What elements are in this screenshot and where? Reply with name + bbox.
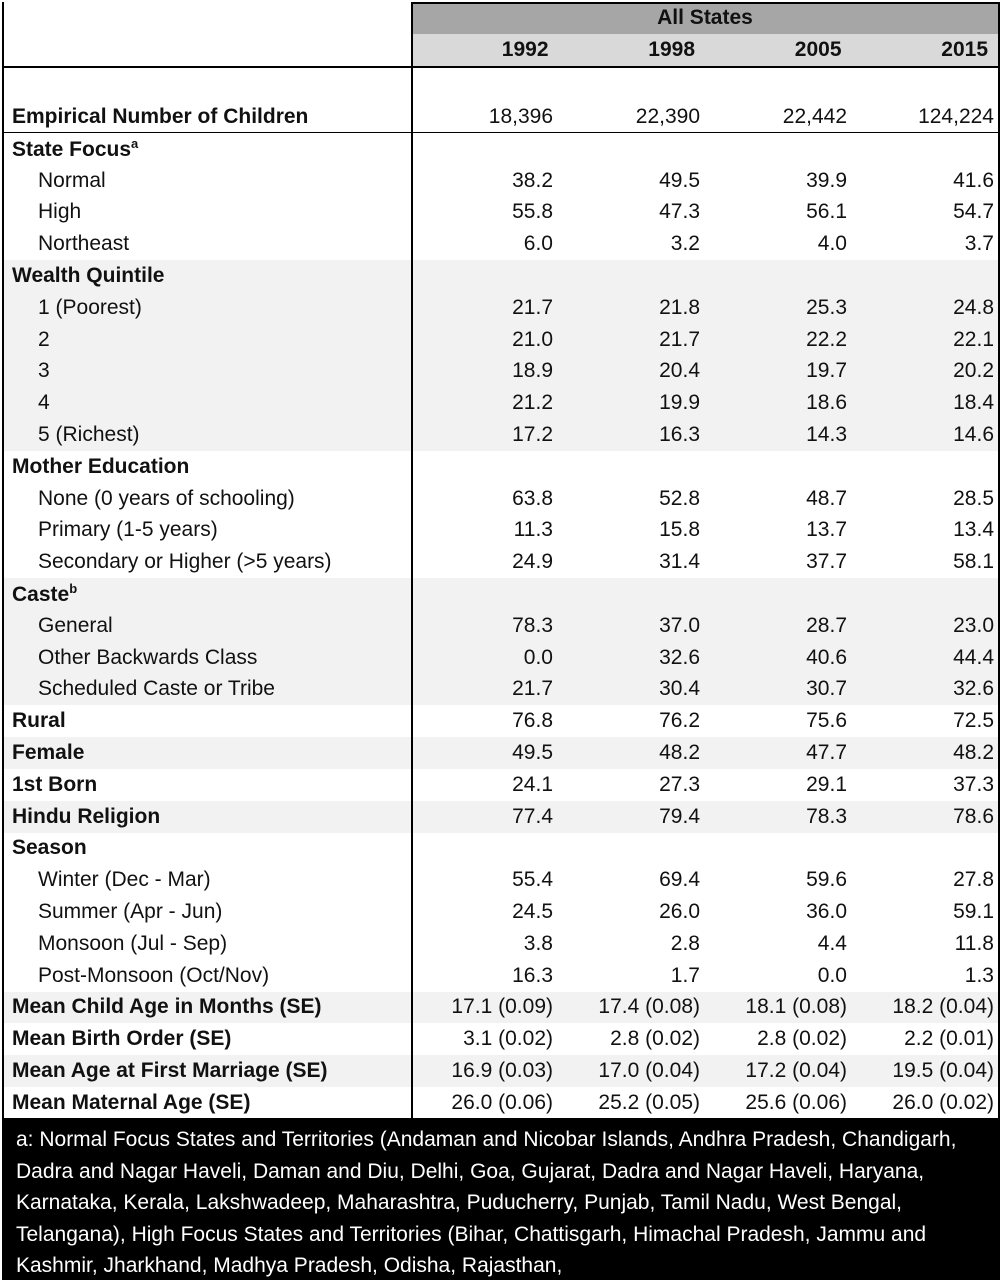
cell-value: 48.2 xyxy=(659,741,700,765)
row-label xyxy=(2,264,412,288)
row-label xyxy=(2,741,412,765)
cell-value: 0.0 xyxy=(523,645,553,669)
row-label xyxy=(2,805,412,829)
row-label-text: 3 xyxy=(38,359,50,383)
cell-value: 2.8 xyxy=(670,931,700,955)
table-row xyxy=(2,610,1000,642)
row-label xyxy=(2,709,412,733)
cell-value: 3.2 xyxy=(670,232,700,256)
cell-value: 55.4 xyxy=(512,868,553,892)
cell-value: 37.7 xyxy=(806,550,847,574)
cell-value: 23.0 xyxy=(953,613,994,637)
cell-value: 17.2 (0.04) xyxy=(745,1059,847,1082)
cell-value: 47.7 xyxy=(806,741,847,765)
row-label xyxy=(2,614,412,638)
cell-value: 20.4 xyxy=(659,359,700,383)
footnote: a: Normal Focus States and Territories (Andaman and Nicobar Islands, Andhra Pradesh, Chandigarh, Dadra and Nagar Haveli, Daman and Diu, Delhi, Goa, Gujarat, Dadra and Nagar Haveli, Haryana, Karnataka, Kerala, Lakshwadeep, Maharashtra, Puducherry, Punjab, Tamil Nadu, West Bengal, Telangana), High Focus States and Territories (Bihar, Chattisgarh, Himachal Pradesh, Jammu and Kashmir, Jharkhand, Madhya Pradesh, Odisha, Rajasthan, xyxy=(2,1118,1000,1280)
cell-value: 124,224 xyxy=(918,104,994,128)
cell-value: 75.6 xyxy=(806,709,847,733)
cell-value: 4.0 xyxy=(817,232,847,256)
cell-value: 3.8 xyxy=(523,931,553,955)
table-row xyxy=(2,864,1000,896)
cell-value: 17.4 (0.08) xyxy=(598,995,700,1019)
row-label xyxy=(2,900,412,924)
cell-value: 30.7 xyxy=(806,677,847,701)
cell-value: 18,396 xyxy=(488,104,553,128)
footnote-marker: a xyxy=(131,135,139,151)
row-label-text: Season xyxy=(12,836,87,860)
table-row xyxy=(2,546,1000,578)
cell-value: 16.9 (0.03) xyxy=(451,1059,553,1082)
cell-value: 21.8 xyxy=(659,295,700,319)
row-label-text: Normal xyxy=(38,168,106,192)
cell-value: 69.4 xyxy=(659,868,700,892)
cell-value: 38.2 xyxy=(512,168,553,192)
cell-value: 31.4 xyxy=(659,550,700,574)
cell-value: 21.7 xyxy=(659,327,700,351)
cell-value: 15.8 xyxy=(659,518,700,542)
table-row xyxy=(2,197,1000,229)
header-bottom-line xyxy=(2,66,1000,68)
cell-value: 39.9 xyxy=(806,168,847,192)
row-label-text: Empirical Number of Children xyxy=(12,104,309,128)
row-label-text: 1st Born xyxy=(12,772,98,796)
row-label xyxy=(2,391,412,415)
cell-value: 28.7 xyxy=(806,613,847,637)
row-label xyxy=(2,581,412,607)
cell-value: 1.7 xyxy=(670,963,700,987)
row-label-text: None (0 years of schooling) xyxy=(38,486,295,510)
cell-value: 49.5 xyxy=(512,741,553,765)
cell-value: 21.7 xyxy=(512,295,553,319)
cell-value: 26.0 xyxy=(659,900,700,924)
cell-value: 22.1 xyxy=(953,327,994,351)
cell-value: 48.7 xyxy=(806,486,847,510)
table-row xyxy=(2,260,1000,292)
table-row xyxy=(2,1087,1000,1119)
row-label-text: Monsoon (Jul - Sep) xyxy=(38,931,228,955)
cell-value: 21.7 xyxy=(512,677,553,701)
table-row xyxy=(2,769,1000,801)
header-years-row xyxy=(412,34,998,66)
table-row xyxy=(2,801,1000,833)
table-row xyxy=(2,451,1000,483)
cell-value: 1.3 xyxy=(964,963,994,987)
table-border-right xyxy=(998,2,1000,1118)
header-year-1992: 1992 xyxy=(501,38,549,61)
cell-value: 18.9 xyxy=(512,359,553,383)
cell-value: 19.7 xyxy=(806,359,847,383)
row-label-text: Caste xyxy=(12,583,70,607)
row-label xyxy=(2,455,412,479)
cell-value: 27.8 xyxy=(953,868,994,892)
cell-value: 37.0 xyxy=(659,613,700,637)
cell-value: 78.6 xyxy=(953,804,994,828)
row-label-text: Northeast xyxy=(38,232,130,256)
cell-value: 11.8 xyxy=(954,931,994,955)
cell-value: 3.1 (0.02) xyxy=(463,1027,553,1051)
row-label-text: State Focus xyxy=(12,137,132,161)
cell-value: 24.8 xyxy=(953,295,994,319)
row-label-text: 2 xyxy=(38,327,50,351)
table-row xyxy=(2,960,1000,992)
cell-value: 32.6 xyxy=(953,677,994,701)
row-label xyxy=(2,836,412,860)
table-row xyxy=(2,992,1000,1024)
row-label-text: 4 xyxy=(38,391,50,415)
cell-value: 44.4 xyxy=(953,645,994,669)
cell-value: 18.1 (0.08) xyxy=(745,995,847,1019)
row-label-text: Summer (Apr - Jun) xyxy=(38,900,223,924)
table-row xyxy=(2,928,1000,960)
cell-value: 22.2 xyxy=(806,327,847,351)
cell-value: 11.3 xyxy=(513,518,553,542)
row-label-text: Other Backwards Class xyxy=(38,645,258,669)
row-label-text: Secondary or Higher (>5 years) xyxy=(38,550,332,574)
table-row xyxy=(2,642,1000,674)
cell-value: 18.6 xyxy=(806,391,847,415)
row-label-text: 5 (Richest) xyxy=(38,423,140,447)
row-label xyxy=(2,328,412,352)
table-row xyxy=(2,705,1000,737)
cell-value: 25.2 (0.05) xyxy=(598,1090,700,1114)
table-row xyxy=(2,133,1000,165)
row-label xyxy=(2,1091,412,1115)
cell-value: 76.2 xyxy=(659,709,700,733)
table-row xyxy=(2,1055,1000,1087)
row-label-text: General xyxy=(38,613,113,637)
cell-value: 13.7 xyxy=(806,518,847,542)
table-row xyxy=(2,674,1000,706)
table-row xyxy=(2,833,1000,865)
row-label-text: Mean Maternal Age (SE) xyxy=(12,1090,251,1114)
cell-value: 56.1 xyxy=(806,200,847,224)
cell-value: 14.6 xyxy=(953,423,994,447)
cell-value: 58.1 xyxy=(953,550,994,574)
cell-value: 54.7 xyxy=(953,200,994,224)
cell-value: 36.0 xyxy=(806,900,847,924)
cell-value: 52.8 xyxy=(659,486,700,510)
row-label xyxy=(2,487,412,511)
row-label-text: Wealth Quintile xyxy=(12,264,165,288)
cell-value: 2.8 (0.02) xyxy=(610,1027,700,1051)
cell-value: 14.3 xyxy=(806,423,847,447)
cell-value: 17.0 (0.04) xyxy=(598,1059,700,1082)
cell-value: 25.6 (0.06) xyxy=(745,1090,847,1114)
cell-value: 72.5 xyxy=(953,709,994,733)
row-label xyxy=(2,995,412,1019)
row-label-text: Mean Age at First Marriage (SE) xyxy=(12,1059,328,1082)
table-row xyxy=(2,419,1000,451)
cell-value: 28.5 xyxy=(953,486,994,510)
cell-value: 76.8 xyxy=(512,709,553,733)
cell-value: 22,390 xyxy=(635,104,700,128)
cell-value: 13.4 xyxy=(953,518,994,542)
cell-value: 55.8 xyxy=(512,200,553,224)
table-row xyxy=(2,165,1000,197)
cell-value: 78.3 xyxy=(806,804,847,828)
cell-value: 2.8 (0.02) xyxy=(757,1027,847,1051)
column-divider xyxy=(411,2,413,1118)
cell-value: 79.4 xyxy=(659,804,700,828)
row-label-text: Mean Birth Order (SE) xyxy=(12,1027,232,1051)
cell-value: 25.3 xyxy=(806,295,847,319)
row-label-text: 1 (Poorest) xyxy=(38,295,142,319)
table-row xyxy=(2,737,1000,769)
cell-value: 59.6 xyxy=(806,868,847,892)
cell-value: 41.6 xyxy=(953,168,994,192)
row-label xyxy=(2,518,412,542)
table-row xyxy=(2,228,1000,260)
header-year-2005: 2005 xyxy=(794,38,842,61)
row-label xyxy=(2,646,412,670)
header-year-1998: 1998 xyxy=(648,38,695,61)
header-group-label: All States xyxy=(412,2,998,34)
table-row xyxy=(2,1023,1000,1055)
table-row xyxy=(2,483,1000,515)
table-row xyxy=(2,324,1000,356)
cell-value: 4.4 xyxy=(817,931,847,955)
row-label xyxy=(2,773,412,797)
row-label xyxy=(2,359,412,383)
row-label-text: Rural xyxy=(12,709,66,733)
cell-value: 21.2 xyxy=(512,391,553,415)
row-label-text: Female xyxy=(12,741,85,765)
row-label xyxy=(2,296,412,320)
cell-value: 63.8 xyxy=(512,486,553,510)
cell-value: 6.0 xyxy=(523,232,553,256)
cell-value: 22,442 xyxy=(782,104,847,128)
row-label xyxy=(2,1027,412,1051)
cell-value: 24.1 xyxy=(512,772,553,796)
row-label-text: Winter (Dec - Mar) xyxy=(38,868,211,892)
cell-value: 20.2 xyxy=(953,359,994,383)
table-border-top xyxy=(412,2,1000,4)
cell-value: 24.5 xyxy=(512,900,553,924)
cell-value: 27.3 xyxy=(659,772,700,796)
row-label-text: Hindu Religion xyxy=(12,804,161,828)
cell-value: 47.3 xyxy=(659,200,700,224)
row-label xyxy=(2,105,412,129)
row-label xyxy=(2,232,412,256)
cell-value: 37.3 xyxy=(953,772,994,796)
cell-value: 49.5 xyxy=(659,168,700,192)
cell-value: 26.0 (0.02) xyxy=(892,1090,994,1114)
row-label xyxy=(2,200,412,224)
table-row xyxy=(2,387,1000,419)
table-row xyxy=(2,578,1000,610)
cell-value: 0.0 xyxy=(817,963,847,987)
cell-value: 18.2 (0.04) xyxy=(892,995,994,1019)
cell-value: 59.1 xyxy=(953,900,994,924)
row-label-text: Scheduled Caste or Tribe xyxy=(38,677,275,701)
table-border-left xyxy=(2,2,4,1118)
cell-value: 3.7 xyxy=(964,232,994,256)
cell-value: 17.1 (0.09) xyxy=(451,995,553,1019)
cell-value: 18.4 xyxy=(953,391,994,415)
cell-value: 16.3 xyxy=(659,423,700,447)
table-row xyxy=(2,896,1000,928)
row-label-text: Mean Child Age in Months (SE) xyxy=(12,995,322,1019)
row-label xyxy=(2,964,412,988)
table-row xyxy=(2,292,1000,324)
cell-value: 17.2 xyxy=(512,423,553,447)
cell-value: 40.6 xyxy=(806,645,847,669)
row-label xyxy=(2,868,412,892)
cell-value: 21.0 xyxy=(512,327,553,351)
cell-value: 30.4 xyxy=(659,677,700,701)
cell-value: 48.2 xyxy=(953,741,994,765)
row-separator-line xyxy=(2,132,1000,133)
cell-value: 16.3 xyxy=(512,963,553,987)
row-label-text: Post-Monsoon (Oct/Nov) xyxy=(38,963,270,987)
cell-value: 32.6 xyxy=(659,645,700,669)
cell-value: 77.4 xyxy=(512,804,553,828)
cell-value: 26.0 (0.06) xyxy=(451,1090,553,1114)
cell-value: 2.2 (0.01) xyxy=(904,1027,994,1051)
table-row xyxy=(2,356,1000,388)
footnote-marker: b xyxy=(69,581,78,597)
header-year-2015: 2015 xyxy=(941,38,988,61)
row-label xyxy=(2,550,412,574)
table-body xyxy=(2,100,1000,1119)
cell-value: 19.9 xyxy=(659,391,700,415)
row-label xyxy=(2,423,412,447)
cell-value: 24.9 xyxy=(512,550,553,574)
cell-value: 29.1 xyxy=(806,772,847,796)
row-label xyxy=(2,932,412,956)
row-label xyxy=(2,677,412,701)
row-label-text: Primary (1-5 years) xyxy=(38,518,218,542)
row-label xyxy=(2,1059,412,1083)
table-row xyxy=(2,100,1000,133)
row-label-text: Mother Education xyxy=(12,454,190,478)
cell-value: 19.5 (0.04) xyxy=(892,1059,994,1082)
row-label-text: High xyxy=(38,200,82,224)
row-label xyxy=(2,169,412,193)
table-row xyxy=(2,515,1000,547)
row-label xyxy=(2,136,412,162)
cell-value: 78.3 xyxy=(512,613,553,637)
